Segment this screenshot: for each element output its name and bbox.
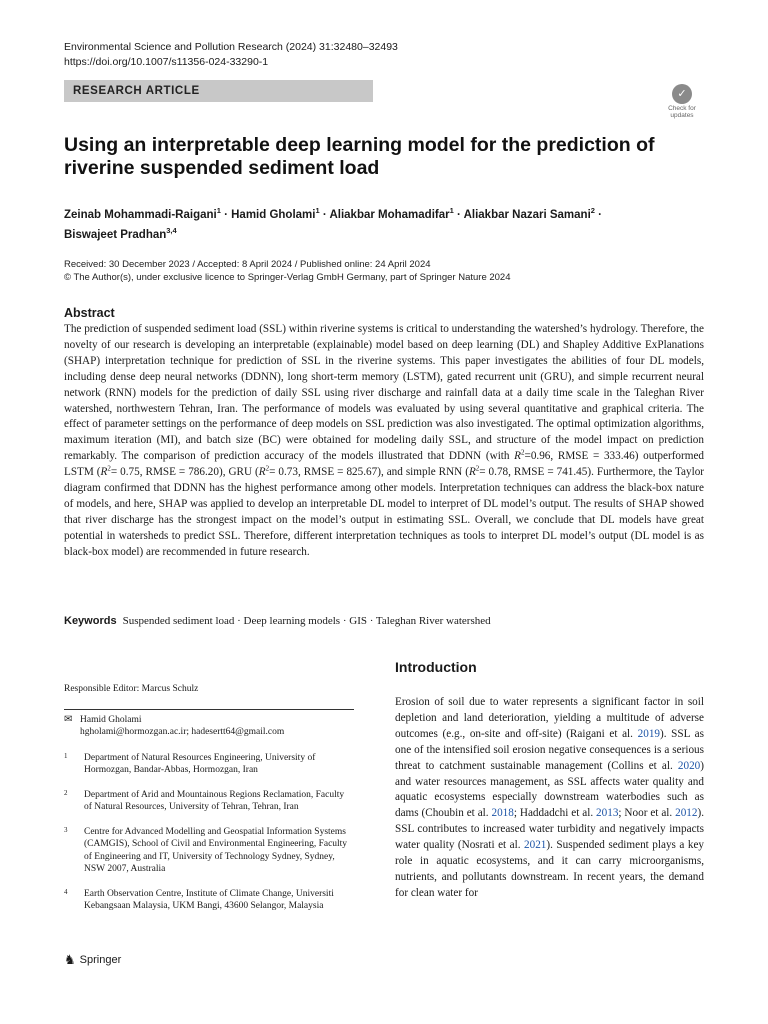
author-name[interactable]: Aliakbar Mohamadifar bbox=[329, 208, 450, 221]
check-line1: Check for bbox=[668, 105, 696, 112]
citation-link[interactable]: 2013 bbox=[596, 807, 619, 820]
author-name[interactable]: Biswajeet Pradhan bbox=[64, 228, 167, 241]
publisher-footer bbox=[64, 952, 121, 968]
publisher-name: Springer bbox=[79, 954, 122, 966]
doi-link[interactable]: https://doi.org/10.1007/s11356-024-33290-1 bbox=[64, 56, 269, 68]
footnote-divider bbox=[64, 709, 354, 710]
envelope-icon: ✉ bbox=[64, 713, 73, 725]
citation-link[interactable]: 2020 bbox=[677, 759, 701, 772]
keywords-line bbox=[64, 614, 704, 629]
introduction-heading: Introduction bbox=[395, 659, 477, 675]
article-title: Using an interpretable deep learning model for the prediction of riverine suspended sediment load bbox=[64, 134, 655, 179]
citation-link[interactable]: 2018 bbox=[491, 807, 514, 820]
corresponding-emails[interactable]: hgholami@hormozgan.ac.ir; hadesertt64@gmail.com bbox=[80, 727, 285, 737]
introduction-body: Erosion of soil due to water represents a significant factor in soil depletion and land deterioration, yielding a multitude of adverse outcomes (e.g., on-site and off-site) (Raigani et al. 2019). SSL as one of the intensified soil erosion negative consequences is a serious threat to catchment sustainable management (Collins et al. 2020) and water resources management, as SSL affects water quality and aquatic ecosystems especially downstream waterbodies such as dams (Choubin et al. 2018; Haddadchi et al. 2013; Noor et al. 2012). SSL contributes to increased water turbidity and negatively impacts water quality (Nosrati et al. 2021). Suspended sediment plays a key role in aquatic ecosystems, and it can carry microorganisms, nutrients, and pollutants downstream. In recent years, the demand for clean water for bbox=[395, 696, 705, 899]
journal-citation: Environmental Science and Pollution Research (2024) 31:32480–32493 bbox=[64, 41, 398, 53]
check-for-updates-badge[interactable] bbox=[662, 84, 702, 124]
affiliation: 4 Earth Observation Centre, Institute of Climate Change, Universiti Kebangsaan Malaysia, UKM Bangi, 43600 Selangor, Malaysia bbox=[64, 887, 334, 911]
article-type-banner: RESEARCH ARTICLE bbox=[64, 80, 373, 102]
citation-link[interactable]: 2019 bbox=[637, 727, 660, 740]
author-name[interactable]: Aliakbar Nazari Samani bbox=[463, 208, 591, 221]
author-name[interactable]: Zeinab Mohammadi-Raigani bbox=[64, 208, 217, 221]
publication-dates bbox=[64, 258, 704, 284]
affiliation: 3 Centre for Advanced Modelling and Geospatial Information Systems (CAMGIS), School of Civil and Environmental Engineering, Faculty of Engineering and IT, University of Technology Sydney, Sydney, NSW 2007, Australia bbox=[64, 825, 348, 874]
check-line2: updates bbox=[670, 112, 694, 119]
author-list: Zeinab Mohammadi-Raigani$^1$ · Hamid Gholami$^1$ · Aliakbar Mohamadifar$^1$ · Aliakbar Nazari Samani$^2$ · Biswajeet Pradhan$^{3,4}$ bbox=[64, 206, 602, 241]
keywords-text: Suspended sediment load · Deep learning models · GIS · Taleghan River watershed bbox=[122, 615, 491, 627]
corresponding-name: Hamid Gholami bbox=[80, 714, 142, 725]
springer-horse-icon: ♞ bbox=[64, 952, 76, 967]
check-for-updates-icon: ✓ bbox=[672, 84, 692, 104]
citation-link[interactable]: 2012 bbox=[675, 807, 698, 820]
editor-note: Responsible Editor: Marcus Schulz bbox=[64, 684, 199, 694]
affiliation: 2 Department of Arid and Mountainous Regions Reclamation, Faculty of Natural Resources, University of Tehran, Tehran, Iran bbox=[64, 788, 345, 812]
footnote-column bbox=[64, 683, 354, 925]
received-accepted-line: Received: 30 December 2023 / Accepted: 8 April 2024 / Published online: 24 April 2024 bbox=[64, 259, 431, 270]
corresponding-author bbox=[64, 714, 354, 739]
abstract-body: The prediction of suspended sediment load (SSL) within riverine systems is critical to understanding the watershed’s hydrology. Therefore, the novelty of our research is developing an interpretable (explainable) model based on deep learning (DL) and Shapley Additive ExPlanations (SHAP) interpretation technique for prediction of SSL in the riverine systems. This paper investigates the abilities of four DL models, including dense deep neural networks (DDNN), long short-term memory (LSTM), gated recurrent unit (GRU), and simple recurrent neural network (RNN) models for the prediction of daily SSL using river discharge and rainfall data at a daily time scale in the Taleghan River watershed, northwestern Tehran, Iran. The performance of models was evaluated by using several quantitative and graphical criteria. The effect of parameter settings on the performance of deep models on SSL prediction was also investigated. The optimal optimization algorithms, maximum iteration (MI), and batch size (BC) were obtained for modeling daily SSL, and structure of the model impact on prediction remarkably. The comparison of prediction accuracy of the models illustrated that DDNN (with $R^2=0.96$, RMSE = 333.46) outperformed LSTM ($R^2= 0.75$, RMSE = 786.20), GRU ($R^2= 0.73$, RMSE = 825.67), and simple RNN ($R^2= 0.78$, RMSE = 741.45). Furthermore, the Taylor diagram confirmed that DDNN has the highest performance among other models. Interpretation techniques can address the black-box nature of models, and here, SHAP was applied to develop an interpretable DL model to interpret of DL model’s output. The results of SHAP showed that river discharge has the strongest impact on the model’s output in estimating SSL. Overall, we conclude that DL models have great potential in watersheds to predict SSL. Therefore, different interpretation techniques as tools to interpret DL model’s output (DL model is as black-box model) are recommended in future research. bbox=[64, 323, 705, 558]
author-name[interactable]: Hamid Gholami bbox=[231, 208, 316, 221]
journal-header bbox=[64, 40, 398, 70]
citation-link[interactable]: 2021 bbox=[524, 839, 547, 852]
abstract-heading: Abstract bbox=[64, 306, 115, 320]
affiliation: 1 Department of Natural Resources Engineering, University of Hormozgan, Bandar-Abbas, Hormozgan, Iran bbox=[64, 751, 316, 775]
copyright-line: © The Author(s), under exclusive licence to Springer-Verlag GmbH Germany, part of Springer Nature 2024 bbox=[64, 272, 511, 283]
keywords-label: Keywords bbox=[64, 615, 117, 627]
